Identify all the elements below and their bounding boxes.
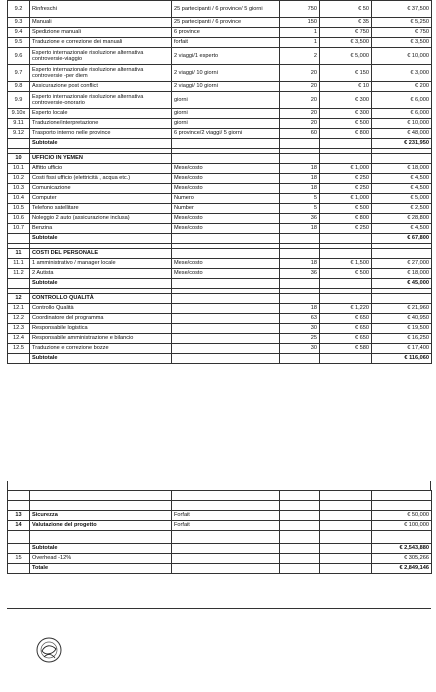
row-description: Assicurazione post conflict (30, 82, 172, 92)
row-quantity: 750 (280, 1, 320, 18)
row-unit-cost: € 300 (320, 92, 372, 109)
total-label: Totale (30, 564, 172, 574)
row-total: € 100,000 (372, 521, 432, 531)
subtotal-label: Subtotale (30, 354, 172, 364)
row-description: Trasporto interno nelle province (30, 129, 172, 139)
section-number: 12 (8, 294, 30, 304)
table-row (8, 324, 432, 334)
empty-cell (320, 154, 372, 164)
row-number: 9.2 (8, 1, 30, 18)
row-unit-cost: € 250 (320, 224, 372, 234)
row-unit-cost (320, 234, 372, 244)
row-unit: Forfait (172, 511, 280, 521)
row-unit-cost: € 250 (320, 184, 372, 194)
row-unit-cost (320, 279, 372, 289)
row-total: € 28,800 (372, 214, 432, 224)
row-number: 9.10x (8, 109, 30, 119)
overhead-row (8, 554, 432, 564)
empty-cell (320, 294, 372, 304)
row-quantity: 1 (280, 28, 320, 38)
row-quantity (280, 279, 320, 289)
section-number: 10 (8, 154, 30, 164)
table-row (8, 109, 432, 119)
row-unit (172, 354, 280, 364)
row-unit-cost: € 650 (320, 324, 372, 334)
row-quantity: 18 (280, 304, 320, 314)
table-row (8, 204, 432, 214)
row-quantity: 150 (280, 18, 320, 28)
row-number: 10.7 (8, 224, 30, 234)
row-number: 9.12 (8, 129, 30, 139)
row-description: Spedizione manuali (30, 28, 172, 38)
row-quantity: 5 (280, 204, 320, 214)
row-unit: Mese/costo (172, 214, 280, 224)
table-row (8, 214, 432, 224)
subtotal-value: € 231,950 (372, 139, 432, 149)
row-number: 14 (8, 521, 30, 531)
row-quantity: 20 (280, 92, 320, 109)
table-row (8, 129, 432, 139)
table-row (8, 48, 432, 65)
row-unit-cost: € 500 (320, 119, 372, 129)
row-unit (172, 139, 280, 149)
row-number: 9.11 (8, 119, 30, 129)
row-unit: 6 province/2 viaggi/ 5 giorni (172, 129, 280, 139)
row-unit: Numero (172, 194, 280, 204)
row-unit: Mese/costo (172, 174, 280, 184)
row-unit-cost: € 250 (320, 174, 372, 184)
row-number: 12.4 (8, 334, 30, 344)
row-unit (172, 314, 280, 324)
row-quantity: 18 (280, 184, 320, 194)
row-unit: 2 viaggi/1 esperto (172, 48, 280, 65)
row-quantity: 2 (280, 48, 320, 65)
row-total: € 6,000 (372, 92, 432, 109)
row-quantity: 20 (280, 109, 320, 119)
row-unit-cost: € 300 (320, 109, 372, 119)
spacer-row (8, 531, 432, 544)
section-header (8, 249, 432, 259)
row-number: 12.1 (8, 304, 30, 314)
row-quantity: 20 (280, 119, 320, 129)
row-description: Overhead -12% (30, 554, 172, 564)
row-number: 15 (8, 554, 30, 564)
page-divider (7, 608, 431, 609)
row-number: 10.3 (8, 184, 30, 194)
row-total: € 3,000 (372, 65, 432, 82)
table-row (8, 511, 432, 521)
table-row (8, 184, 432, 194)
row-unit: Mese/costo (172, 269, 280, 279)
row-quantity: 36 (280, 214, 320, 224)
table-row (8, 38, 432, 48)
row-unit: Mese/costo (172, 184, 280, 194)
row-unit: 25 partecipanti / 6 province (172, 18, 280, 28)
row-number (8, 139, 30, 149)
row-unit-cost (320, 139, 372, 149)
row-unit (172, 324, 280, 334)
row-unit (172, 304, 280, 314)
subtotal-row (8, 234, 432, 244)
row-description: Noleggio 2 auto (assicurazione inclusa) (30, 214, 172, 224)
row-unit-cost: € 1,220 (320, 304, 372, 314)
table-row (8, 269, 432, 279)
row-number: 9.5 (8, 38, 30, 48)
row-number: 12.2 (8, 314, 30, 324)
row-total: € 16,250 (372, 334, 432, 344)
empty-cell (172, 294, 280, 304)
row-total: € 40,950 (372, 314, 432, 324)
row-unit-cost: € 50 (320, 1, 372, 18)
row-unit-cost: € 10 (320, 82, 372, 92)
row-number: 10.1 (8, 164, 30, 174)
row-quantity (280, 139, 320, 149)
row-number: 13 (8, 511, 30, 521)
row-description: Esperto locale (30, 109, 172, 119)
row-total: € 50,000 (372, 511, 432, 521)
row-unit-cost: € 5,000 (320, 48, 372, 65)
table-row (8, 314, 432, 324)
subtotal-label: Subtotale (30, 139, 172, 149)
table-row (8, 119, 432, 129)
row-number: 10.4 (8, 194, 30, 204)
row-number: 12.5 (8, 344, 30, 354)
empty-cell (280, 294, 320, 304)
row-quantity: 30 (280, 344, 320, 354)
table-row (8, 334, 432, 344)
budget-table (7, 0, 432, 364)
row-number: 12.3 (8, 324, 30, 334)
row-description: Telefono satellitare (30, 204, 172, 214)
table-row (8, 92, 432, 109)
row-description: Traduzione/interpretazione (30, 119, 172, 129)
row-quantity: 18 (280, 174, 320, 184)
row-unit (172, 344, 280, 354)
row-number (8, 234, 30, 244)
row-total: € 37,500 (372, 1, 432, 18)
row-total: € 21,960 (372, 304, 432, 314)
row-quantity: 36 (280, 269, 320, 279)
row-total: € 3,500 (372, 38, 432, 48)
row-description: Coordinatore del programma (30, 314, 172, 324)
row-unit-cost: € 35 (320, 18, 372, 28)
row-number: 11.1 (8, 259, 30, 269)
subtotal-row (8, 354, 432, 364)
row-quantity: 18 (280, 259, 320, 269)
spacer-row (8, 491, 432, 501)
row-description: Computer (30, 194, 172, 204)
row-unit-cost: € 500 (320, 204, 372, 214)
row-unit (172, 279, 280, 289)
row-description: Esperto internazionale risoluzione alternativa controversie -per diem (30, 65, 172, 82)
row-unit: Mese/costo (172, 164, 280, 174)
empty-cell (280, 249, 320, 259)
row-unit: Forfait (172, 521, 280, 531)
table-row (8, 259, 432, 269)
row-unit: giorni (172, 92, 280, 109)
empty-cell (172, 154, 280, 164)
row-unit-cost: € 1,000 (320, 164, 372, 174)
row-quantity: 20 (280, 65, 320, 82)
row-description: 2 Autista (30, 269, 172, 279)
subtotal-label: Subtotale (30, 234, 172, 244)
section-header (8, 294, 432, 304)
row-unit: 2 viaggi/ 10 giorni (172, 65, 280, 82)
row-quantity: 25 (280, 334, 320, 344)
row-unit: giorni (172, 119, 280, 129)
row-description: Esperto internazionale risoluzione alternativa controversie-onorario (30, 92, 172, 109)
table-row (8, 1, 432, 18)
row-description: Traduzione e correzione dei manuali (30, 38, 172, 48)
row-total: € 2,500 (372, 204, 432, 214)
row-description: Benzina (30, 224, 172, 234)
row-unit-cost: € 500 (320, 269, 372, 279)
row-unit-cost: € 580 (320, 344, 372, 354)
total-row (8, 564, 432, 574)
row-total: € 5,250 (372, 18, 432, 28)
table-row (8, 164, 432, 174)
row-number: 9.3 (8, 18, 30, 28)
subtotal-value: € 2,543,880 (372, 544, 432, 554)
empty-cell (372, 294, 432, 304)
section-title: UFFICIO IN YEMEN (30, 154, 172, 164)
row-unit: forfait (172, 38, 280, 48)
row-total: € 200 (372, 82, 432, 92)
row-description: Costi fissi ufficio (elettricità , acqua etc.) (30, 174, 172, 184)
row-number: 9.8 (8, 82, 30, 92)
row-description: Affitto ufficio (30, 164, 172, 174)
row-unit-cost: € 800 (320, 214, 372, 224)
row-quantity: 63 (280, 314, 320, 324)
row-description: Valutazione del progetto (30, 521, 172, 531)
row-description: Responsabile amministrazione e bilancio (30, 334, 172, 344)
table-row (8, 174, 432, 184)
row-quantity: 60 (280, 129, 320, 139)
table-row (8, 344, 432, 354)
empty-cell (172, 249, 280, 259)
row-unit (172, 334, 280, 344)
row-description: Controllo Qualità (30, 304, 172, 314)
subtotal-value: € 116,060 (372, 354, 432, 364)
empty-cell (372, 154, 432, 164)
subtotal-label: Subtotale (30, 544, 172, 554)
row-unit: Mese/costo (172, 224, 280, 234)
table-row (8, 521, 432, 531)
signature-stamp (34, 635, 64, 665)
row-total: € 17,400 (372, 344, 432, 354)
table-gap (7, 481, 431, 490)
row-quantity: 1 (280, 38, 320, 48)
summary-table (7, 490, 432, 574)
row-total: € 750 (372, 28, 432, 38)
empty-cell (280, 154, 320, 164)
row-quantity: 30 (280, 324, 320, 334)
row-number (8, 354, 30, 364)
row-unit-cost: € 800 (320, 129, 372, 139)
section-number: 11 (8, 249, 30, 259)
row-description: Traduzione e correzione bozze (30, 344, 172, 354)
row-number: 11.2 (8, 269, 30, 279)
table-row (8, 224, 432, 234)
row-unit: 6 province (172, 28, 280, 38)
row-total: € 6,000 (372, 109, 432, 119)
empty-cell (372, 249, 432, 259)
row-total: € 4,500 (372, 184, 432, 194)
table-row (8, 82, 432, 92)
row-total: € 10,000 (372, 119, 432, 129)
row-total: € 18,000 (372, 164, 432, 174)
row-unit: giorni (172, 109, 280, 119)
row-total: € 4,500 (372, 224, 432, 234)
table-row (8, 304, 432, 314)
row-unit-cost: € 750 (320, 28, 372, 38)
subtotal-label: Subtotale (30, 279, 172, 289)
row-description: Rinfreschi (30, 1, 172, 18)
subtotal-row (8, 139, 432, 149)
row-total: € 19,500 (372, 324, 432, 334)
subtotal-row (8, 279, 432, 289)
row-unit: 25 partecipanti / 6 province/ 5 giorni (172, 1, 280, 18)
row-number: 9.9 (8, 92, 30, 109)
row-number: 10.5 (8, 204, 30, 214)
row-unit-cost: € 650 (320, 334, 372, 344)
row-total: € 18,000 (372, 269, 432, 279)
row-unit: 2 viaggi/ 10 giorni (172, 82, 280, 92)
section-title: CONTROLLO QUALITÀ (30, 294, 172, 304)
row-quantity (280, 354, 320, 364)
row-number: 9.7 (8, 65, 30, 82)
subtotal-value: € 67,800 (372, 234, 432, 244)
section-header (8, 154, 432, 164)
table-row (8, 194, 432, 204)
row-total: € 5,000 (372, 194, 432, 204)
table-row (8, 18, 432, 28)
row-description: Responsabile logistica (30, 324, 172, 334)
row-description: Sicurezza (30, 511, 172, 521)
row-unit-cost: € 150 (320, 65, 372, 82)
row-total: € 48,000 (372, 129, 432, 139)
row-number: 9.4 (8, 28, 30, 38)
row-unit-cost (320, 354, 372, 364)
row-quantity: 18 (280, 224, 320, 234)
row-number (8, 279, 30, 289)
row-unit-cost: € 1,000 (320, 194, 372, 204)
row-unit-cost: € 650 (320, 314, 372, 324)
section-title: COSTI DEL PERSONALE (30, 249, 172, 259)
subtotal-row (8, 544, 432, 554)
row-description: Esperto internazionale risoluzione alternativa controversie-viaggio (30, 48, 172, 65)
row-description: Comunicazione (30, 184, 172, 194)
table-row (8, 65, 432, 82)
subtotal-value: € 45,000 (372, 279, 432, 289)
row-total: € 27,000 (372, 259, 432, 269)
row-total: € 4,500 (372, 174, 432, 184)
row-quantity (280, 234, 320, 244)
row-unit-cost: € 3,500 (320, 38, 372, 48)
row-number: 10.6 (8, 214, 30, 224)
row-quantity: 5 (280, 194, 320, 204)
spacer-row (8, 501, 432, 511)
row-total: € 305,266 (372, 554, 432, 564)
total-value: € 2,849,146 (372, 564, 432, 574)
row-unit: Mese/costo (172, 259, 280, 269)
row-unit (172, 234, 280, 244)
row-total: € 10,000 (372, 48, 432, 65)
row-quantity: 18 (280, 164, 320, 174)
row-number: 10.2 (8, 174, 30, 184)
table-row (8, 28, 432, 38)
row-description: Manuali (30, 18, 172, 28)
row-number: 9.6 (8, 48, 30, 65)
row-unit-cost: € 1,500 (320, 259, 372, 269)
row-description: 1 amministrativo / manager locale (30, 259, 172, 269)
row-unit: Number (172, 204, 280, 214)
row-quantity: 20 (280, 82, 320, 92)
empty-cell (320, 249, 372, 259)
